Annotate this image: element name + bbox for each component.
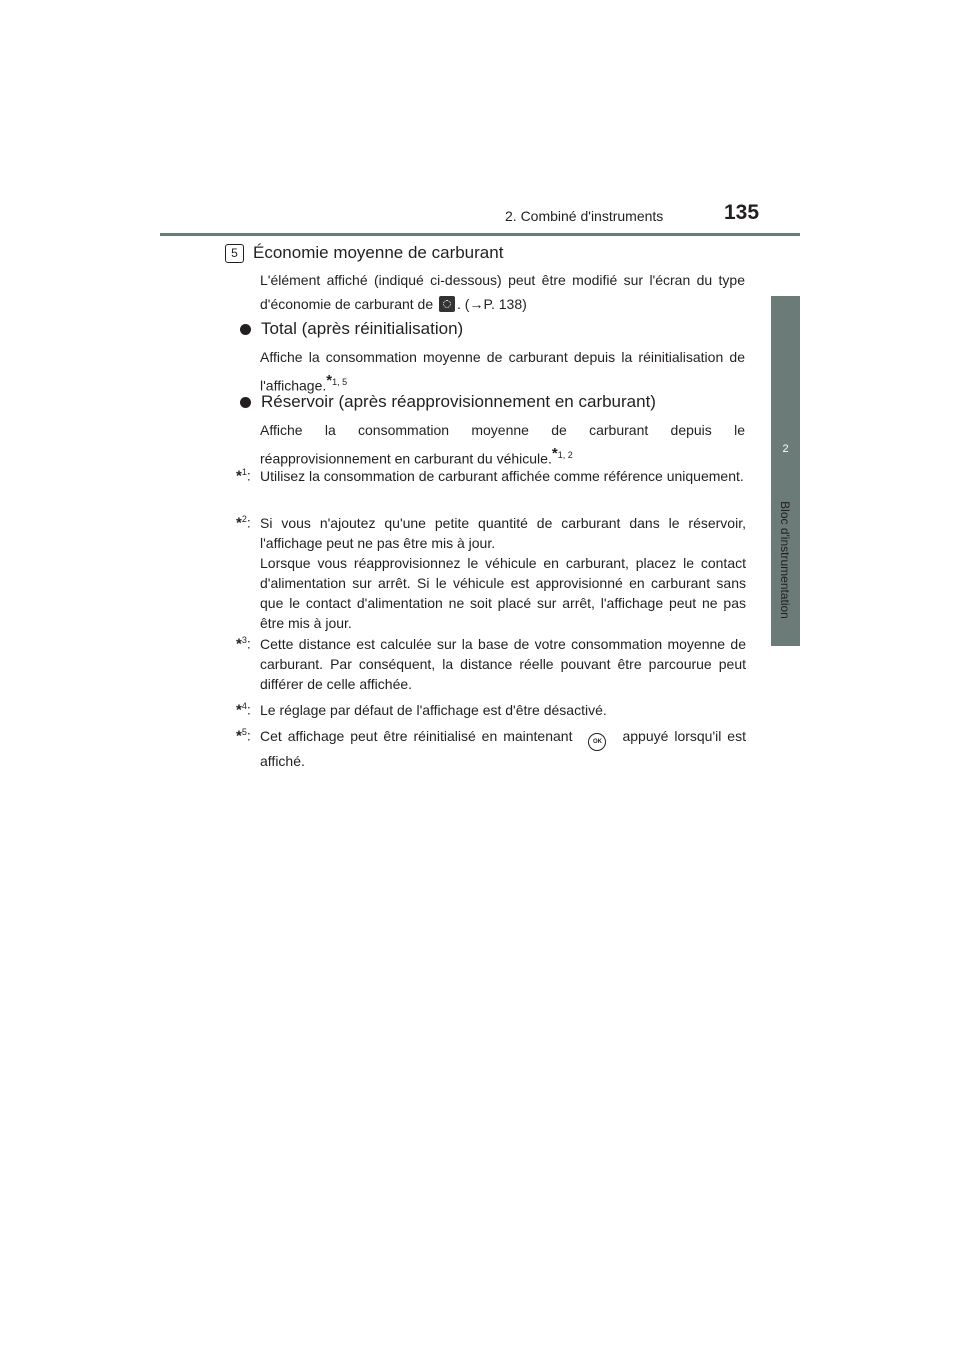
item-refs: 1, 5 [332,377,348,387]
side-tab-number: 2 [771,426,800,471]
footnote-3 [236,634,746,694]
footnote-1 [236,466,746,486]
item-text: Affiche la consommation moyenne de carburant depuis le réapprovisionnement en carburant du véhicule. [260,422,745,467]
footnote-marker: *$^1$: [236,467,251,485]
side-tab-label: Bloc d'instrumentation [778,501,792,619]
item-title: Réservoir (après réapprovisionnement en carburant) [261,392,656,411]
footnote-text: Le réglage par défaut de l'affichage est d'être désactivé. [260,702,607,718]
section-intro [260,268,745,316]
header-rule [160,233,800,236]
bullet-icon [240,324,251,335]
item-refs: 1, 2 [557,450,573,460]
footnote-marker: *$^4$: [236,701,251,719]
footnote-5 [236,726,746,771]
side-tab-top [771,296,800,426]
footnote-marker: *$^5$: [236,727,251,745]
item-text: Affiche la consommation moyenne de carburant depuis la réinitialisation de l'affichage. [260,349,745,394]
section-heading [225,243,503,263]
footnote-star-icon: * [551,445,558,462]
item-total-text [260,345,745,398]
item-reservoir-text [260,418,745,471]
gear-icon [439,296,455,312]
section-number-badge: 5 [225,244,244,263]
footnote-text: Lorsque vous réapprovisionnez le véhicule en carburant, placez le contact d'alimentation sur arrêt. Si le véhicule est approvisionné en carburant sans que le contact d'alimentation ne soit placé sur arrêt, l'affichage peut ne pas être mis à jour. [260,555,746,631]
intro-reference: . (→P. 138) [457,296,527,312]
footnote-text: Utilisez la consommation de carburant affichée comme référence uniquement. [260,468,744,484]
footnote-text: Cette distance est calculée sur la base de votre consommation moyenne de carburant. Par conséquent, la distance réelle pouvant être parcourue peut différer de celle affichée. [260,636,746,692]
footnote-text: Cet affichage peut être réinitialisé en maintenant OK appuyé lorsqu'il est affiché. [260,728,746,769]
footnote-star-icon: * [326,372,333,389]
ok-button-icon: OK [588,733,606,751]
footnote-marker: *$^3$: [236,635,251,653]
header-section-title: 2. Combiné d'instruments [505,208,664,224]
page-number: 135 [724,201,760,224]
footnote-marker: *$^2$: [236,514,251,532]
bullet-icon [240,397,251,408]
item-total-heading [240,319,463,339]
intro-text: L'élément affiché (indiqué ci-dessous) peut être modifié sur l'écran du type d'économie de carburant de [260,272,745,312]
footnote-text: Si vous n'ajoutez qu'une petite quantité de carburant dans le réservoir, l'affichage peut ne pas être mis à jour. [260,515,746,551]
item-reservoir-heading [240,392,656,412]
item-title: Total (après réinitialisation) [261,319,464,338]
section-title: Économie moyenne de carburant [253,243,504,262]
footnote-4 [236,700,746,720]
footnote-2 [236,513,746,633]
